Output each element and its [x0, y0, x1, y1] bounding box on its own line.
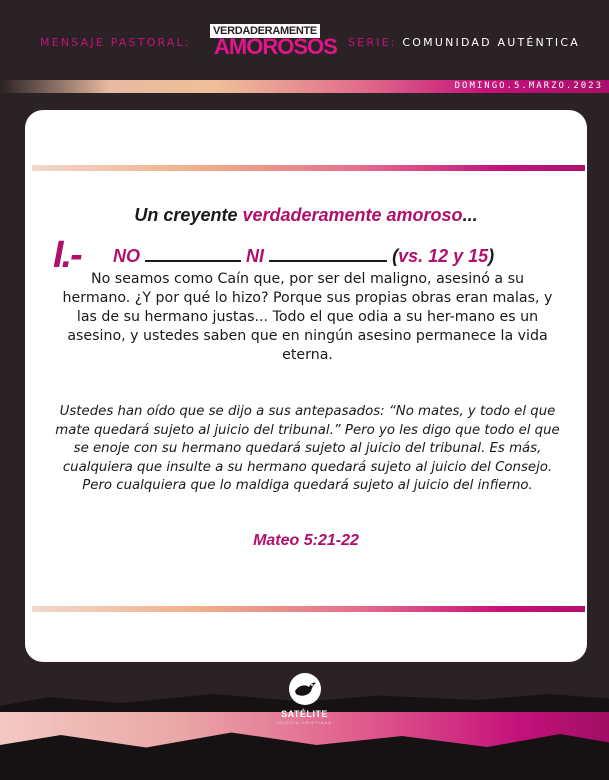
fill-in-blank-2 [269, 248, 387, 262]
scripture-paragraph-2: Ustedes han oído que se dijo a sus antepasados: “No mates, y todo el que mate quedará sujeto al juicio del tribunal.” Pero yo les digo que todo el que se enoje con su hermano quedará sujeto al juicio del tribunal. Es más, cualquiera que insulte a su hermano quedará sujeto al juicio del Consejo. Pero cualquiera que lo maldiga quedará sujeto al juicio del infierno. [55, 404, 560, 493]
footer [0, 670, 609, 780]
fill-in-blank-1 [145, 248, 241, 262]
point-word-1: NO [113, 246, 140, 266]
dove-icon [288, 672, 322, 706]
message-label: MENSAJE PASTORAL: [40, 36, 191, 49]
church-logo [0, 672, 609, 725]
verse-reference: vs. 12 y 15 [398, 246, 489, 266]
title-suffix: ... [462, 205, 478, 225]
point-word-2: NI [246, 246, 265, 266]
logo-top-text: VERDADERAMENTE [210, 24, 320, 38]
series-info [348, 36, 580, 49]
scripture-citation: Mateo 5:21-22 [253, 532, 359, 549]
section-title [25, 205, 587, 226]
brand-name: SATÉLITE [281, 709, 328, 719]
ref-close: ) [488, 246, 495, 266]
scripture-paragraph-1: No seamos como Caín que, por ser del maligno, asesinó a su hermano. ¿Y por qué lo hizo? Porque sus propias obras eran malas, y las de su hermano justas... Todo el que odia a su her-mano es un asesino, y ustedes saben que en ningún asesino permanece la vida eterna. [62, 271, 553, 363]
date-label: DOMINGO.5.MARZO.2023 [454, 81, 603, 91]
title-highlight: verdaderamente amoroso [242, 205, 463, 225]
ref-open: ( [392, 246, 399, 266]
top-divider [32, 165, 585, 171]
series-label: SERIE: [348, 36, 397, 49]
header [0, 0, 609, 80]
bottom-divider [32, 606, 585, 612]
logo-bottom-text: AMOROSOS [214, 34, 337, 59]
series-logo [210, 24, 337, 60]
brand-subtitle: IGLESIA CRISTIANA [277, 720, 332, 725]
series-value: COMUNIDAD AUTÉNTICA [402, 36, 580, 49]
title-prefix: Un creyente [134, 205, 243, 225]
point-numeral: I.- [53, 234, 81, 276]
content-card [25, 110, 587, 662]
point-text [113, 246, 494, 267]
